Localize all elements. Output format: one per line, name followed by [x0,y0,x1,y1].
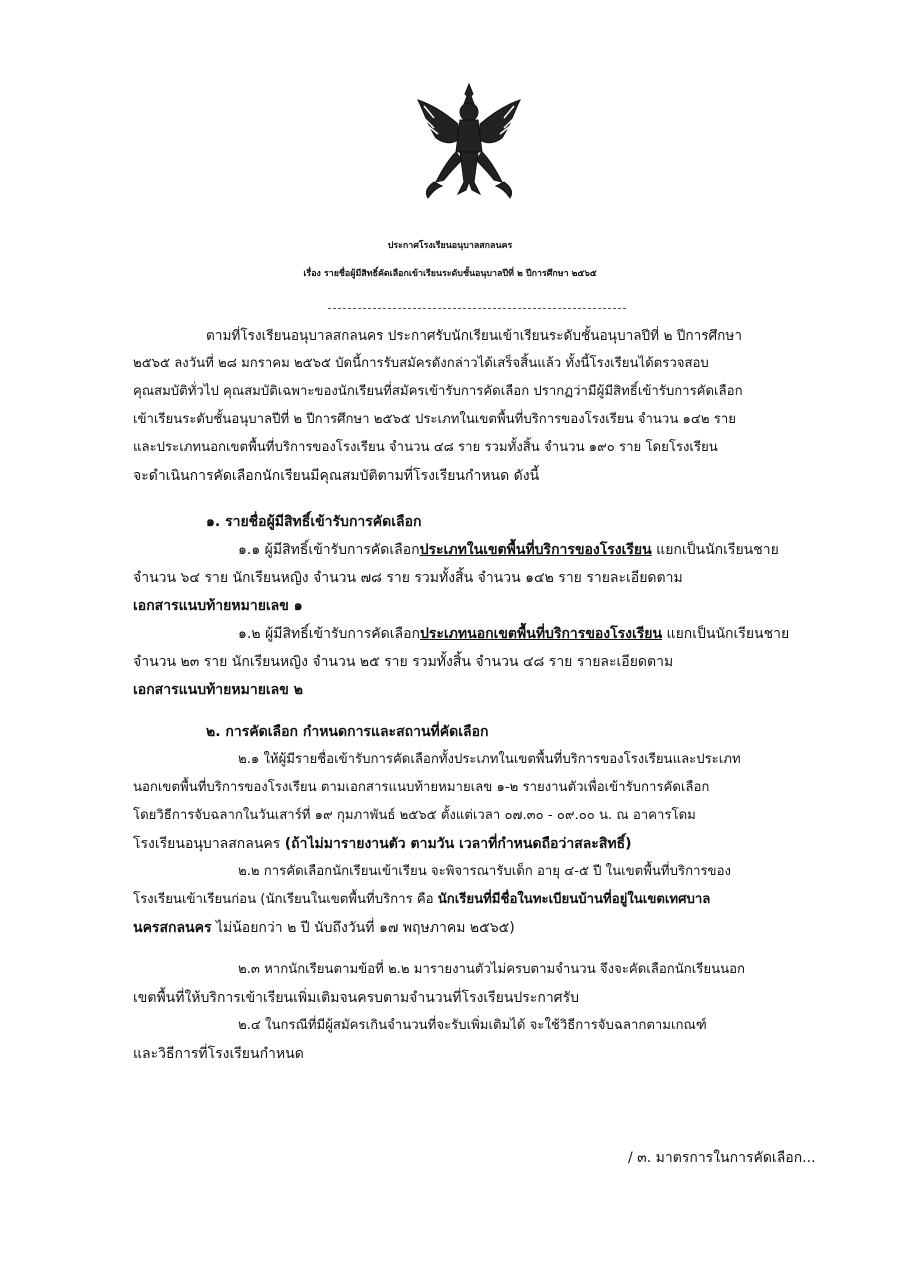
item-1-1-attachment: เอกสารแนบท้ายหมายเลข ๑ [133,598,303,614]
section-1-heading: ๑. รายชื่อผู้มีสิทธิ์เข้ารับการคัดเลือก [206,514,422,530]
item-2-2-line [133,890,710,910]
continued-note: / ๓. มาตรการในการคัดเลือก... [628,1150,816,1166]
intro-line: และประเภทนอกเขตพื้นที่บริการของโรงเรียน จำนวน ๔๘ ราย รวมทั้งสิ้น จำนวน ๑๙๐ ราย โดยโรงเรียน [133,440,718,455]
item-2-1-warning: (ถ้าไม่มารายงานตัว ตามวัน เวลาที่กำหนดถือว่าสละสิทธิ์) [284,836,632,852]
item-2-1-location: โรงเรียนอนุบาลสกลนคร [133,836,285,852]
item-1-2-line: จำนวน ๒๓ ราย นักเรียนหญิง จำนวน ๒๕ ราย รวมทั้งสิ้น จำนวน ๔๘ ราย รายละเอียดตาม [133,654,674,670]
item-2-1-line: ๒.๑ ให้ผู้มีรายชื่อเข้ารับการคัดเลือกทั้งประเภทในเขตพื้นที่บริการของโรงเรียนและประเภท [238,752,741,767]
garuda-emblem-icon [414,82,524,202]
intro-line: คุณสมบัติทั่วไป คุณสมบัติเฉพาะของนักเรียนที่สมัครเข้ารับการคัดเลือก ปรากฏว่ามีผู้มีสิทธิ์เข้ารับการคัดเลือก [133,384,743,399]
item-2-4-line: ๒.๔ ในกรณีที่มีผู้สมัครเกินจำนวนที่จะรับเพิ่มเติมได้ จะใช้วิธีการจับฉลากตามเกณฑ์ [238,1018,707,1033]
item-1-2-attachment: เอกสารแนบท้ายหมายเลข ๒ [133,682,303,698]
intro-line: เข้าเรียนระดับชั้นอนุบาลปีที่ ๒ ปีการศึกษา ๒๕๖๕ ประเภทในเขตพื้นที่บริการของโรงเรียน จำนวน ๑๔๒ ราย [133,412,736,427]
item-2-2-line: ๒.๒ การคัดเลือกนักเรียนเข้าเรียน จะพิจารณารับเด็ก อายุ ๔-๕ ปี ในเขตพื้นที่บริการของ [238,864,731,879]
item-1-2-line [238,624,789,644]
section-2-heading: ๒. การคัดเลือก กำหนดการและสถานที่คัดเลือก [206,724,489,740]
item-2-3-line: เขตพื้นที่ให้บริการเข้าเรียนเพิ่มเติมจนครบตามจำนวนที่โรงเรียนประกาศรับ [133,990,579,1006]
item-2-1-line: นอกเขตพื้นที่บริการของโรงเรียน ตามเอกสารแนบท้ายหมายเลข ๑-๒ รายงานตัวเพื่อเข้ารับการคัดเลือก [133,780,710,795]
item-2-4-line: และวิธีการที่โรงเรียนกำหนด [133,1046,304,1062]
item-1-1-line: จำนวน ๖๔ ราย นักเรียนหญิง จำนวน ๗๘ ราย รวมทั้งสิ้น จำนวน ๑๔๒ ราย รายละเอียดตาม [133,570,683,586]
item-1-1-line [238,540,779,560]
item-2-2-tail: ไม่น้อยกว่า ๒ ปี นับถึงวันที่ ๑๗ พฤษภาคม ๒๕๖๕) [211,920,515,936]
item-2-2-definition: นักเรียนที่มีชื่อในทะเบียนบ้านที่อยู่ในเขตเทศบาล [437,892,711,907]
intro-line: จะดำเนินการคัดเลือกนักเรียนมีคุณสมบัติตามที่โรงเรียนกำหนด ดังนี้ [133,468,540,484]
item-2-3-line: ๒.๓ หากนักเรียนตามข้อที่ ๒.๒ มารายงานตัวไม่ครบตามจำนวน จึงจะคัดเลือกนักเรียนนอก [238,962,746,977]
intro-line: ๒๕๖๕ ลงวันที่ ๒๘ มกราคม ๒๕๖๕ บัดนี้การรับสมัครดังกล่าวได้เสร็จสิ้นแล้ว ทั้งนี้โรงเรียนได้ตรวจสอบ [133,356,709,371]
title-divider [328,308,626,309]
announcement-title: ประกาศโรงเรียนอนุบาลสกลนคร [387,241,513,251]
item-2-1-line: โดยวิธีการจับฉลากในวันเสาร์ที่ ๑๙ กุมภาพันธ์ ๒๕๖๕ ตั้งแต่เวลา ๐๗.๓๐ - ๐๙.๐๐ น. ณ อาคารโดม [133,808,696,823]
item-2-1-line [133,834,632,854]
item-1-2-text: ๑.๒ ผู้มีสิทธิ์เข้ารับการคัดเลือก [238,626,420,642]
item-2-2-line [133,918,515,938]
item-1-2-category: ประเภทนอกเขตพื้นที่บริการของโรงเรียน [419,626,663,642]
item-1-1-category: ประเภทในเขตพื้นที่บริการของโรงเรียน [419,542,652,558]
announcement-subject: เรื่อง รายชื่อผู้มีสิทธิ์คัดเลือกเข้าเรียนระดับชั้นอนุบาลปีที่ ๒ ปีการศึกษา ๒๕๖๕ [303,269,597,279]
item-1-1-tail: แยกเป็นนักเรียนชาย [651,542,779,558]
item-1-1-text: ๑.๑ ผู้มีสิทธิ์เข้ารับการคัดเลือก [238,542,420,558]
item-2-2-municipality: นครสกลนคร [133,920,212,936]
item-1-2-tail: แยกเป็นนักเรียนชาย [662,626,790,642]
item-2-2-text: โรงเรียนเข้าเรียนก่อน (นักเรียนในเขตพื้นที่บริการ คือ [133,892,438,907]
intro-line: ตามที่โรงเรียนอนุบาลสกลนคร ประกาศรับนักเรียนเข้าเรียนระดับชั้นอนุบาลปีที่ ๒ ปีการศึกษา [206,328,742,344]
